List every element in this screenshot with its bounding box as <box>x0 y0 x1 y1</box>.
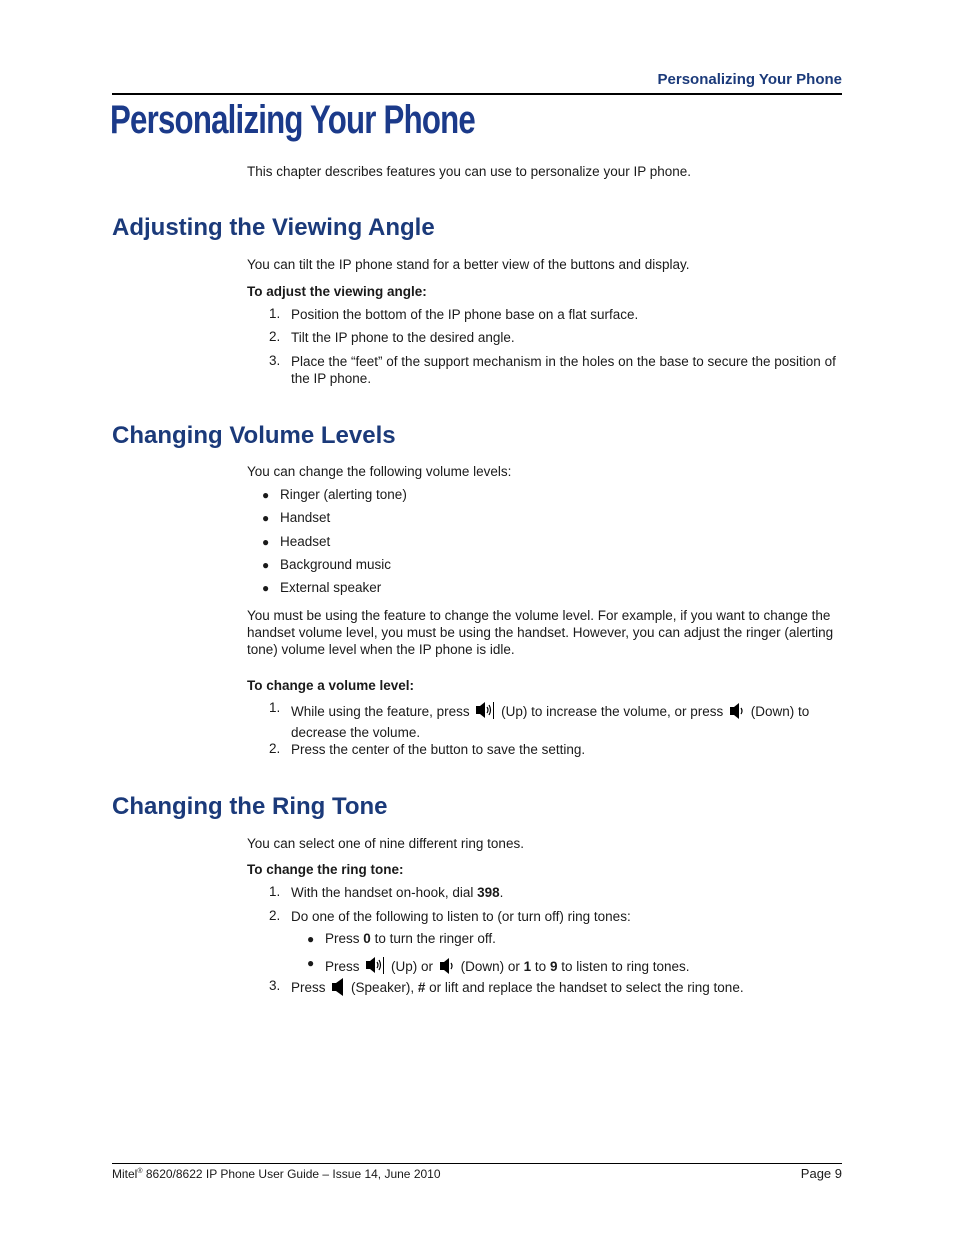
footer-text: 8620/8622 IP Phone User Guide – Issue 14, June 2010 <box>142 1167 441 1181</box>
step-text: to listen to ring tones. <box>561 959 690 974</box>
step-text: While using the feature, press <box>291 704 470 719</box>
header-rule <box>112 93 842 95</box>
step-number: 3. <box>269 353 281 368</box>
bullet: ● <box>262 511 270 525</box>
step-text: Press <box>291 980 326 995</box>
step-text: Press the center of the button to save the setting. <box>291 742 586 757</box>
key-label: 9 <box>549 959 558 974</box>
section-heading-volume: Changing Volume Levels <box>112 422 396 449</box>
list-item: Ringer (alerting tone) <box>280 487 407 502</box>
volume-procedure-label: To change a volume level: <box>247 678 415 693</box>
step-number: 2. <box>269 329 281 344</box>
step-text: Do one of the following to listen to (or turn off) ring tones: <box>291 909 631 924</box>
section-heading-ring-tone: Changing the Ring Tone <box>112 793 388 820</box>
key-label: # <box>417 980 426 995</box>
key-label: 0 <box>363 931 371 946</box>
step-number: 1. <box>269 700 281 715</box>
bullet: ● <box>262 558 270 572</box>
ring-step-1 <box>291 884 842 901</box>
volume-note: You must be using the feature to change the volume level. For example, if you want to change the handset volume level, you must be using the handset. However, you can adjust the ringer (alerting tone) volume level when the IP phone is idle. <box>247 608 834 657</box>
step-number: 1. <box>269 884 281 899</box>
step-text: Place the “feet” of the support mechanism in the holes on the base to secure the position of the IP phone. <box>291 354 836 386</box>
step-text: (Down) or <box>460 959 520 974</box>
list-item: External speaker <box>280 580 382 595</box>
page-number: Page 9 <box>800 1166 842 1181</box>
viewing-angle-procedure-label: To adjust the viewing angle: <box>247 284 427 299</box>
ring-tone-procedure-label: To change the ring tone: <box>247 862 404 877</box>
bullet: ● <box>262 535 270 549</box>
chapter-title: Personalizing Your Phone <box>110 98 475 142</box>
ring-sub-2 <box>325 955 690 978</box>
step-text: to <box>534 959 547 974</box>
dial-code: 398 <box>477 885 500 900</box>
step-number: 2. <box>269 908 281 923</box>
volume-up-icon <box>365 955 385 978</box>
section-heading-viewing-angle: Adjusting the Viewing Angle <box>112 214 435 241</box>
step-text: (Speaker), <box>351 980 415 995</box>
volume-down-icon <box>729 702 745 724</box>
footer-rule <box>112 1163 842 1164</box>
list-item: Headset <box>280 534 331 549</box>
step-text: . <box>499 885 504 900</box>
step-text: Tilt the IP phone to the desired angle. <box>291 330 515 345</box>
chapter-intro: This chapter describes features you can use to personalize your IP phone. <box>247 164 692 179</box>
volume-up-icon <box>475 700 495 724</box>
step-text: (Up) or <box>391 959 434 974</box>
step-text: (Down) to decrease the volume. <box>291 704 810 740</box>
footer-document-title <box>112 1167 441 1181</box>
ring-tone-intro: You can select one of nine different ring tones. <box>247 836 524 851</box>
step-text: to turn the ringer off. <box>374 931 496 946</box>
step-text: or lift and replace the handset to select the ring tone. <box>429 980 744 995</box>
viewing-angle-intro: You can tilt the IP phone stand for a better view of the buttons and display. <box>247 257 690 272</box>
bullet: ● <box>307 932 315 946</box>
step-number: 3. <box>269 978 281 993</box>
list-item: Background music <box>280 557 392 572</box>
running-header: Personalizing Your Phone <box>657 71 842 88</box>
registered-mark: ® <box>137 1168 143 1175</box>
footer-brand: Mitel <box>112 1167 138 1181</box>
step-text: (Up) to increase the volume, or press <box>501 704 724 719</box>
bullet: ● <box>262 581 270 595</box>
step-text: Position the bottom of the IP phone base on a flat surface. <box>291 307 639 322</box>
speaker-icon <box>331 978 345 1000</box>
ring-step-3 <box>291 978 842 1000</box>
step-text: With the handset on-hook, dial <box>291 885 474 900</box>
bullet: ● <box>307 956 315 970</box>
key-label: 1 <box>523 959 532 974</box>
volume-intro: You can change the following volume levels: <box>247 464 512 479</box>
step-text: Press <box>325 959 360 974</box>
bullet: ● <box>262 488 270 502</box>
step-text: Press <box>325 931 360 946</box>
volume-step-1 <box>291 700 842 741</box>
step-number: 2. <box>269 741 281 756</box>
volume-down-icon <box>439 957 455 978</box>
step-number: 1. <box>269 306 281 321</box>
ring-sub-1 <box>325 931 496 946</box>
list-item: Handset <box>280 510 331 525</box>
